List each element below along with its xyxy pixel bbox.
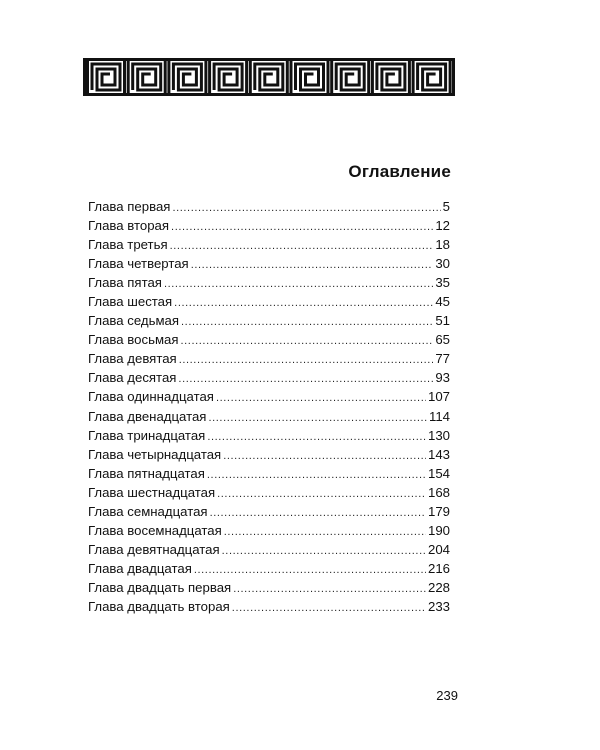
toc-dot-leader: [210, 504, 426, 523]
toc-entry[interactable]: [88, 254, 450, 273]
toc-dot-leader: [232, 599, 426, 618]
toc-entry-label: Глава вторая: [88, 218, 170, 234]
toc-entry[interactable]: [88, 426, 450, 445]
toc-entry[interactable]: [88, 578, 450, 597]
toc-entry-label: Глава четвертая: [88, 256, 189, 272]
toc-entry-label: Глава шестая: [88, 294, 173, 310]
toc-entry-label: Глава девятнадцатая: [88, 541, 220, 557]
toc-entry-page: 168: [427, 484, 450, 500]
toc-entry[interactable]: [88, 216, 450, 235]
toc-dot-leader: [170, 237, 434, 256]
toc-entry[interactable]: [88, 387, 450, 406]
toc-entry-page: 216: [427, 560, 450, 576]
toc-dot-leader: [179, 351, 434, 370]
toc-entry[interactable]: [88, 292, 450, 311]
toc-entry[interactable]: [88, 483, 450, 502]
toc-entry-label: Глава четырнадцатая: [88, 446, 222, 462]
toc-title: Оглавление: [348, 162, 451, 181]
toc-entry[interactable]: [88, 235, 450, 254]
toc-entry[interactable]: [88, 502, 450, 521]
toc-dot-leader: [181, 313, 433, 332]
toc-dot-leader: [233, 580, 426, 599]
toc-entry-page: 233: [427, 598, 450, 614]
toc-dot-leader: [207, 466, 426, 485]
toc-entry-label: Глава двадцатая: [88, 560, 192, 576]
toc-entry-label: Глава двенадцатая: [88, 408, 207, 424]
toc-entry[interactable]: [88, 540, 450, 559]
toc-entry[interactable]: [88, 464, 450, 483]
toc-dot-leader: [164, 275, 433, 294]
toc-entry[interactable]: [88, 368, 450, 387]
greek-key-border-icon: [83, 58, 455, 96]
toc-entry-page: 130: [427, 427, 450, 443]
toc-entry-page: 154: [427, 465, 450, 481]
toc-entry-page: 18: [435, 237, 450, 253]
toc-entry-page: 190: [427, 522, 450, 538]
toc-dot-leader: [216, 389, 426, 408]
toc-entry-page: 143: [427, 446, 450, 462]
toc-entry[interactable]: [88, 407, 450, 426]
toc-entry-page: 12: [435, 218, 450, 234]
toc-entry[interactable]: [88, 273, 450, 292]
toc-entry-label: Глава восьмая: [88, 332, 179, 348]
toc-dot-leader: [222, 542, 426, 561]
toc-entry-page: 93: [435, 370, 450, 386]
toc-entry-label: Глава шестнадцатая: [88, 484, 216, 500]
toc-entry-page: 35: [435, 275, 450, 291]
toc-entry[interactable]: [88, 330, 450, 349]
toc-dot-leader: [191, 256, 434, 275]
toc-entry[interactable]: [88, 349, 450, 368]
toc-dot-leader: [223, 447, 426, 466]
toc-entry-label: Глава первая: [88, 199, 171, 214]
toc-entry-page: 107: [427, 389, 450, 405]
toc-entry-page: 77: [435, 351, 450, 367]
toc-dot-leader: [171, 218, 433, 237]
toc-dot-leader: [174, 294, 433, 313]
toc-dot-leader: [172, 199, 440, 218]
toc-entry-label: Глава тринадцатая: [88, 427, 206, 443]
toc-entry-label: Глава одиннадцатая: [88, 389, 214, 405]
toc-entry-page: 45: [435, 294, 450, 310]
toc-entry-label: Глава двадцать первая: [88, 579, 232, 595]
toc-entry[interactable]: [88, 445, 450, 464]
toc-entry-page: 30: [435, 256, 450, 272]
toc-entry-page: 51: [435, 313, 450, 329]
toc-entry-label: Глава двадцать вторая: [88, 598, 230, 614]
toc-entry[interactable]: [88, 197, 450, 216]
toc-entry-page: 179: [427, 503, 450, 519]
toc-dot-leader: [178, 370, 433, 389]
page-number: 239: [436, 688, 458, 703]
toc-entry-page: 114: [428, 408, 450, 424]
toc-dot-leader: [224, 523, 426, 542]
toc-entry[interactable]: [88, 311, 450, 330]
toc-entry-label: Глава третья: [88, 237, 168, 253]
toc-entry-label: Глава десятая: [88, 370, 177, 386]
toc-dot-leader: [217, 485, 426, 504]
toc-dot-leader: [208, 409, 427, 428]
toc-entry-label: Глава седьмая: [88, 313, 180, 329]
toc-entry-page: 65: [435, 332, 450, 348]
toc-entry-label: Глава пятая: [88, 275, 162, 291]
toc-entry-label: Глава семнадцатая: [88, 503, 208, 519]
toc-entry-page: 5: [442, 199, 450, 214]
toc-entry[interactable]: [88, 521, 450, 540]
toc-entry-page: 228: [427, 579, 450, 595]
toc-entry[interactable]: [88, 597, 450, 616]
toc-entry-page: 204: [427, 541, 450, 557]
toc-dot-leader: [207, 428, 426, 447]
toc-list: [88, 197, 450, 616]
toc-entry-label: Глава пятнадцатая: [88, 465, 205, 481]
toc-entry-label: Глава девятая: [88, 351, 177, 367]
toc-dot-leader: [180, 332, 433, 351]
toc-entry-label: Глава восемнадцатая: [88, 522, 222, 538]
toc-entry[interactable]: [88, 559, 450, 578]
